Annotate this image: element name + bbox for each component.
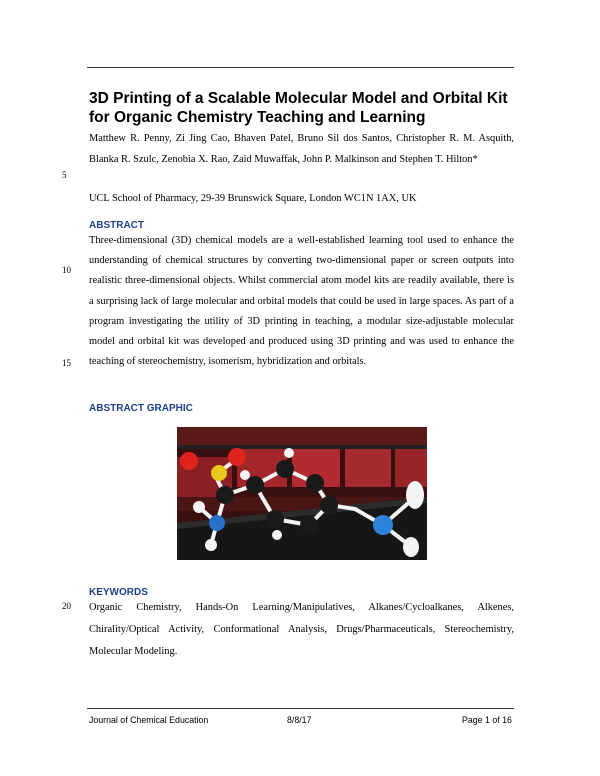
author-list: Matthew R. Penny, Zi Jing Cao, Bhaven Patel, Bruno Sil dos Santos, Christopher R. M. Asquith, Blanka R. Szulc, Zenobia X. Rao, Zaid Muwaffak, John P. Malkinson and Stephen T. Hilton* — [89, 133, 514, 165]
line-number: 10 — [62, 265, 71, 275]
footer-rule — [87, 708, 514, 709]
affiliation: UCL School of Pharmacy, 29-39 Brunswick Square, London WC1N 1AX, UK — [89, 193, 417, 204]
abstract-heading: ABSTRACT — [89, 220, 144, 231]
paper-title: 3D Printing of a Scalable Molecular Model and Orbital Kit for Organic Chemistry Teaching and Learning — [89, 90, 508, 126]
footer-page-number: Page 1 of 16 — [462, 715, 512, 725]
keywords-heading: KEYWORDS — [89, 587, 148, 598]
footer-journal: Journal of Chemical Education — [89, 715, 209, 725]
line-number: 15 — [62, 358, 71, 368]
line-number: 5 — [62, 170, 67, 180]
abstract-graphic-heading: ABSTRACT GRAPHIC — [89, 403, 193, 414]
line-number: 20 — [62, 601, 71, 611]
footer-date: 8/8/17 — [287, 715, 312, 725]
keywords-text: Organic Chemistry, Hands-On Learning/Manipulatives, Alkanes/Cycloalkanes, Alkenes, Chirality/Optical Activity, Conformational Analysis, Drugs/Pharmaceuticals, Stereochemistry, Molecular Modeling. — [89, 602, 514, 657]
abstract-graphic-image — [177, 427, 427, 560]
abstract-text: Three-dimensional (3D) chemical models are a well-established learning tool used to enhance the understanding of chemical structures by converting two-dimensional paper or screen outputs into realistic three-dimensional objects. Whilst commercial atom model kits are readily available, there is a surprising lack of large molecular and orbital models that could be used in large spaces. As part of a program investigating the utility of 3D printing in teaching, a modular size-adjustable molecular model and orbital kit was developed and produced using 3D printing and was used to enhance the teaching of stereochemistry, isomerism, hybridization and orbitals. — [89, 235, 514, 368]
header-rule — [87, 67, 514, 68]
